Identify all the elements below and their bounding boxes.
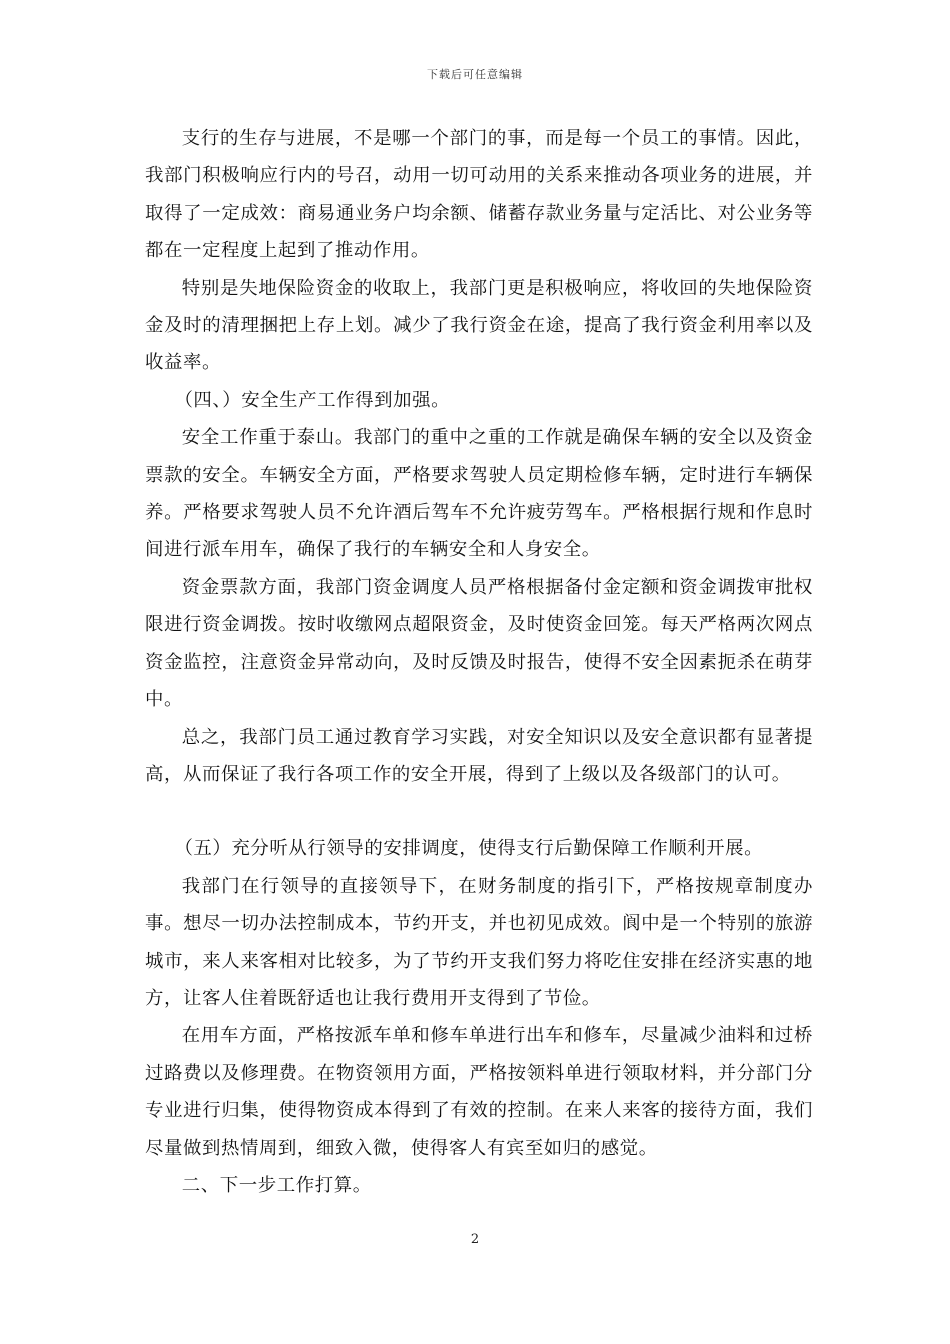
paragraph-branch-development: 支行的生存与进展，不是哪一个部门的事，而是每一个员工的事情。因此，我部门积极响应行内的号召，动用一切可动用的关系来推动各项业务的进展，并取得了一定成效：商易通业务户均余额、储蓄存款业务量与定活比、对公业务等都在一定程度上起到了推动作用。 <box>145 128 813 262</box>
paragraph-land-insurance-funds: 特别是失地保险资金的收取上，我部门更是积极响应，将收回的失地保险资金及时的清理捆把上存上划。减少了我行资金在途，提高了我行资金利用率以及收益率。 <box>145 277 813 374</box>
document-body <box>145 120 813 1204</box>
section-heading-safety: （四、）安全生产工作得到加强。 <box>174 389 451 411</box>
page-number: 2 <box>470 1232 480 1247</box>
paragraph-vehicle-safety: 安全工作重于泰山。我部门的重中之重的工作就是确保车辆的安全以及资金票款的安全。车辆安全方面，严格要求驾驶人员定期检修车辆，定时进行车辆保养。严格要求驾驶人员不允许酒后驾车不允许疲劳驾车。严格根据行规和作息时间进行派车用车，确保了我行的车辆安全和人身安全。 <box>145 427 813 561</box>
paragraph-vehicles-materials: 在用车方面，严格按派车单和修车单进行出车和修车，尽量减少油料和过桥过路费以及修理费。在物资领用方面，严格按领料单进行领取材料，并分部门分专业进行归集，使得物资成本得到了有效的控制。在来人来客的接待方面，我们尽量做到热情周到，细致入微，使得客人有宾至如归的感觉。 <box>145 1025 813 1159</box>
page-header: 下载后可任意编辑 <box>427 68 523 81</box>
section-heading-logistics: （五）充分听从行领导的安排调度，使得支行后勤保障工作顺利开展。 <box>174 838 764 860</box>
paragraph-safety-summary: 总之，我部门员工通过教育学习实践，对安全知识以及安全意识都有显著提高，从而保证了我行各项工作的安全开展，得到了上级以及各级部门的认可。 <box>145 726 813 785</box>
paragraph-funds-safety: 资金票款方面，我部门资金调度人员严格根据备付金定额和资金调拨审批权限进行资金调拨。按时收缴网点超限资金，及时使资金回笼。每天严格两次网点资金监控，注意资金异常动向，及时反馈及时报告，使得不安全因素扼杀在萌芽中。 <box>145 576 813 711</box>
paragraph-cost-control: 我部门在行领导的直接领导下，在财务制度的指引下，严格按规章制度办事。想尽一切办法控制成本，节约开支，并也初见成效。阆中是一个特别的旅游城市，来人来客相对比较多，为了节约开支我们努力将吃住安排在经济实惠的地方，让客人住着既舒适也让我行费用开支得到了节俭。 <box>145 875 813 1009</box>
section-heading-next-steps: 二、下一步工作打算。 <box>181 1174 372 1196</box>
